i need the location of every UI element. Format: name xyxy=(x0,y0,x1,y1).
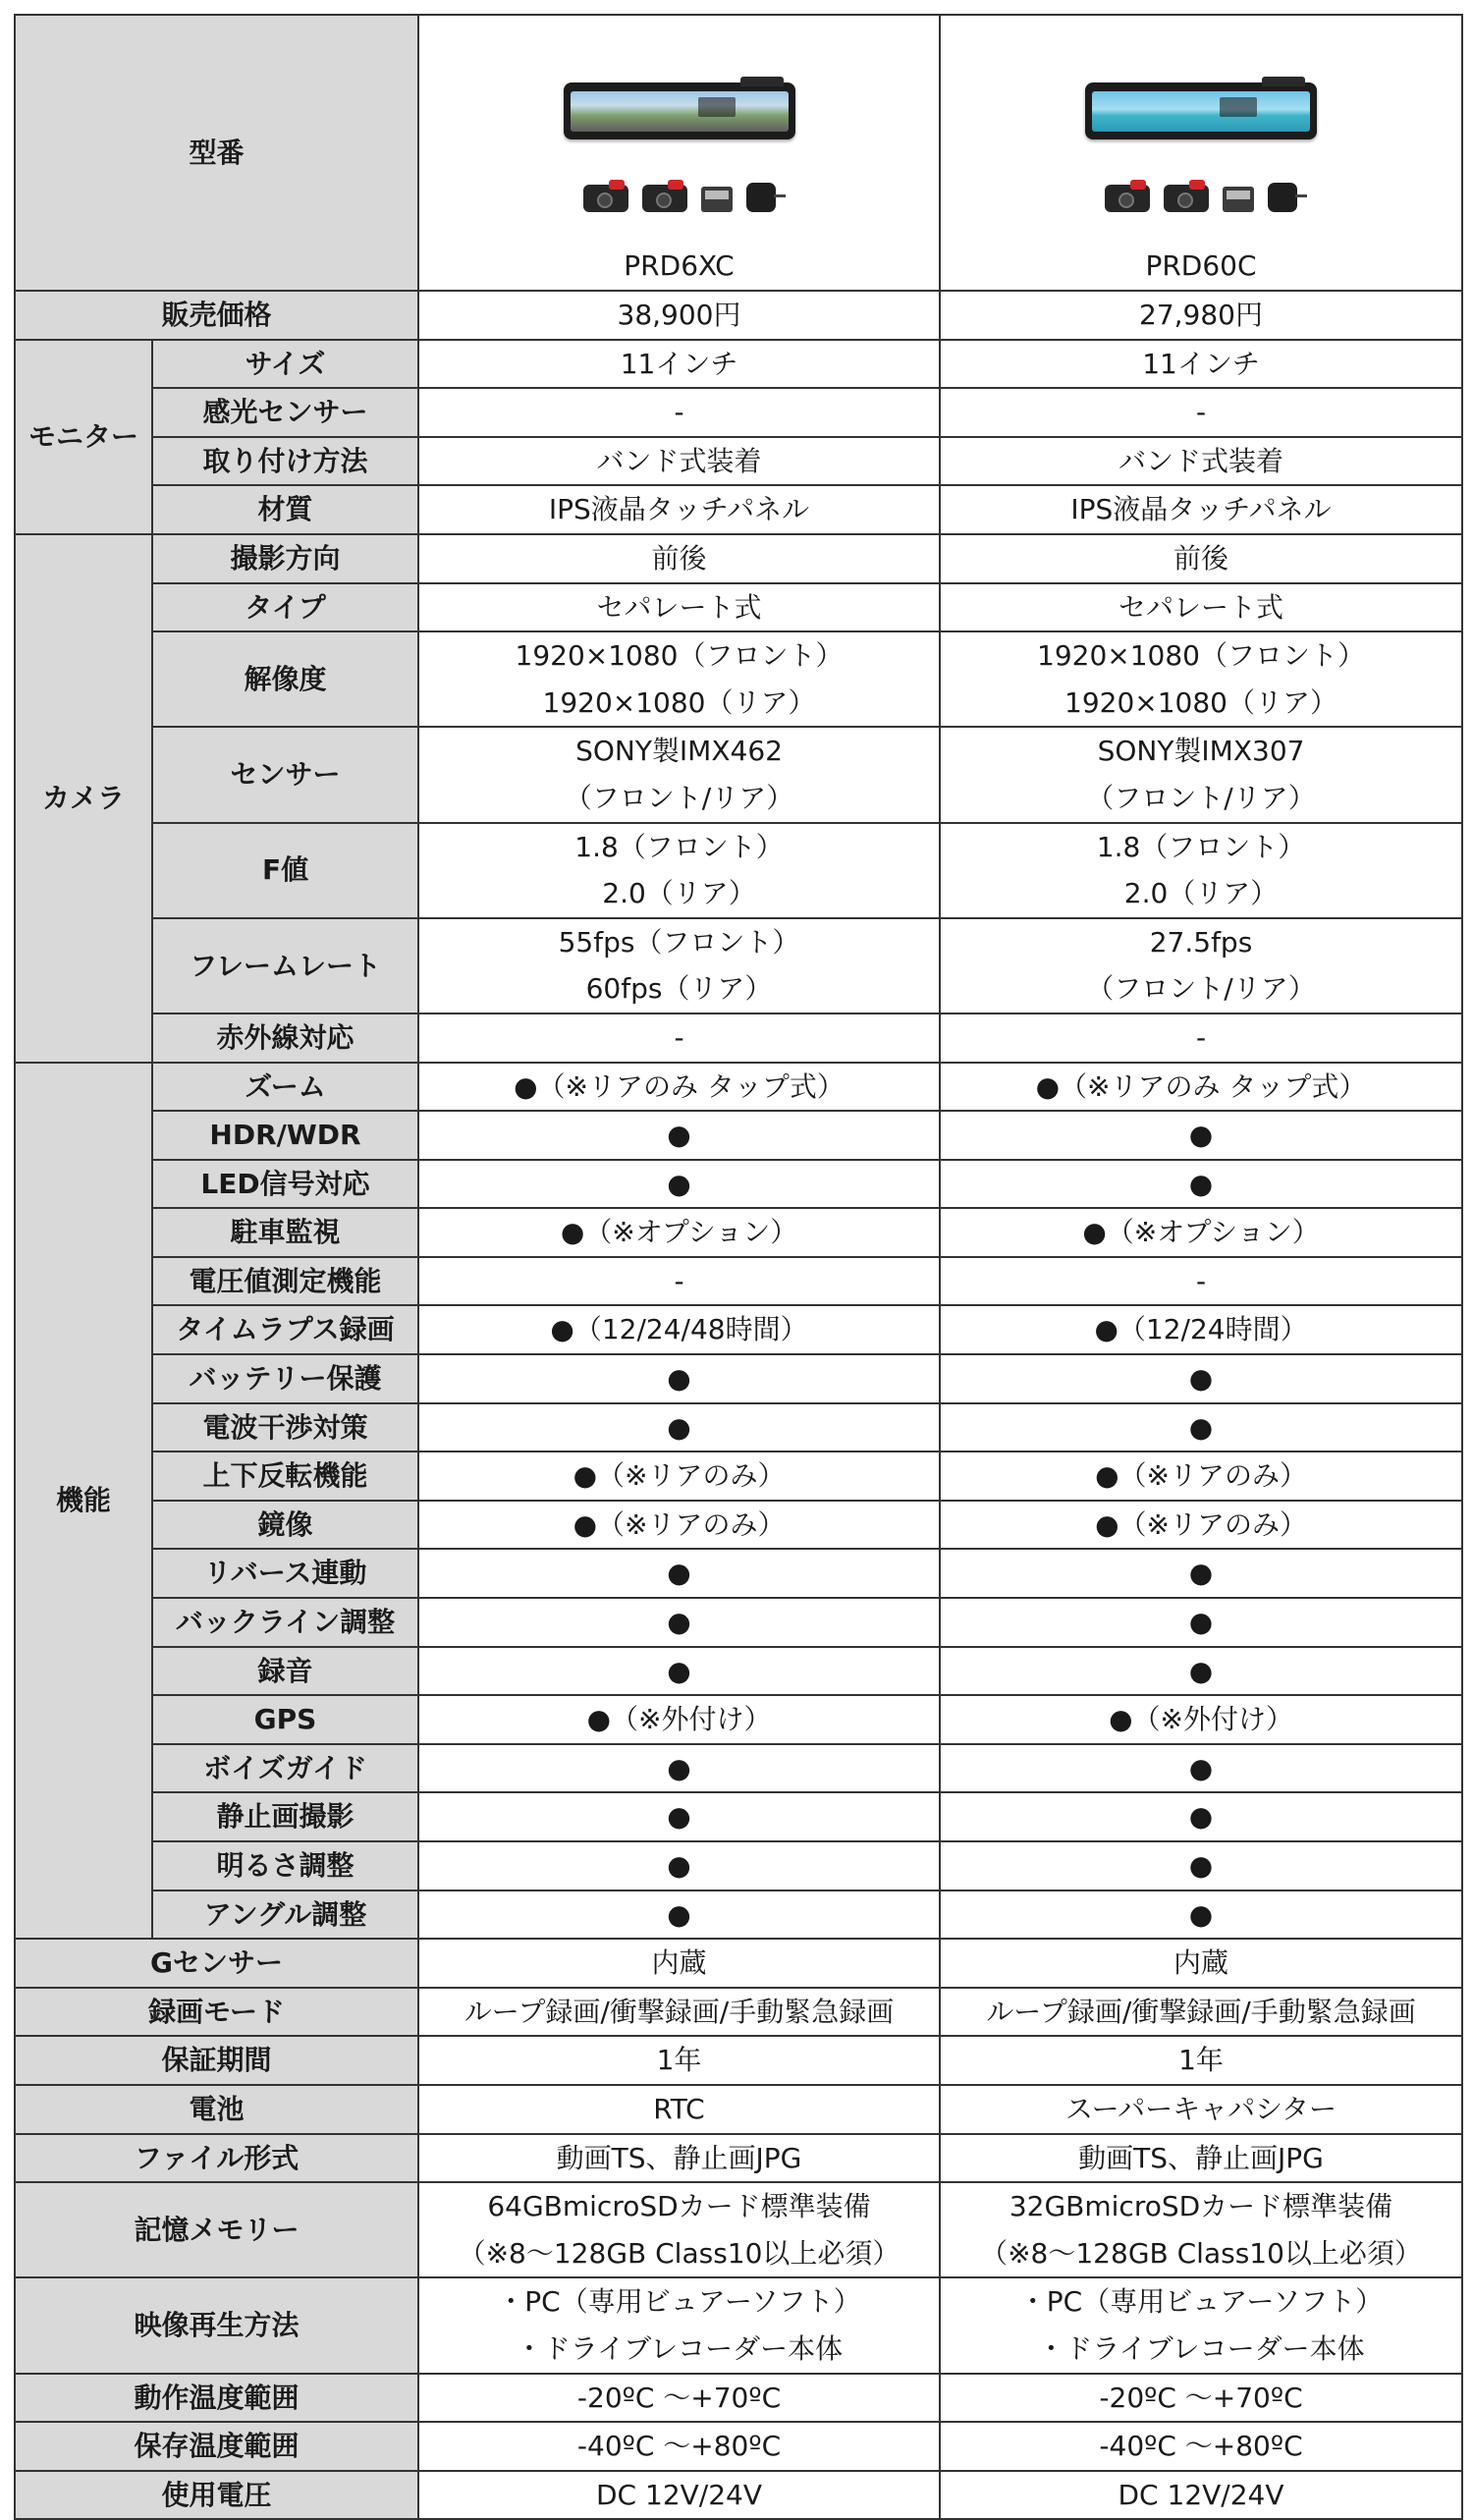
spec-value: 38,900円 xyxy=(418,291,940,340)
spec-value xyxy=(418,727,940,822)
spec-value: スーパーキャパシター xyxy=(940,2085,1462,2134)
spec-value: ● xyxy=(418,1792,940,1841)
header-label: 型番 xyxy=(15,15,418,291)
spec-value: バンド式装着 xyxy=(940,437,1462,486)
spec-value: ●（※オプション） xyxy=(418,1208,940,1257)
spec-value: ループ録画/衝撃録画/手動緊急録画 xyxy=(940,1988,1462,2037)
row-label: HDR/WDR xyxy=(152,1111,418,1160)
row-label: Gセンサー xyxy=(15,1939,418,1988)
spec-value: ●（12/24時間） xyxy=(940,1305,1462,1354)
spec-value-line: 1920×1080（リア） xyxy=(542,685,816,719)
spec-value-line: 1.8（フロント） xyxy=(574,830,784,863)
spec-row xyxy=(15,1792,1462,1841)
spec-value-line: ・ドライブレコーダー本体 xyxy=(1037,2331,1365,2365)
accessories-image xyxy=(1105,183,1297,212)
spec-value: - xyxy=(418,1013,940,1063)
sd-card-icon xyxy=(1223,187,1254,212)
spec-value-line: 1.8（フロント） xyxy=(1096,830,1306,863)
spec-value: ●（※リアのみ） xyxy=(418,1452,940,1501)
row-label: F値 xyxy=(152,823,418,918)
spec-value-line: ・PC（専用ビュアーソフト） xyxy=(497,2285,861,2319)
spec-table-body xyxy=(15,15,1462,2519)
spec-value: - xyxy=(418,388,940,437)
model-header-row xyxy=(15,15,1462,291)
spec-value: ● xyxy=(940,1890,1462,1940)
spec-value: DC 12V/24V xyxy=(418,2471,940,2520)
spec-value: バンド式装着 xyxy=(418,437,940,486)
spec-value: ● xyxy=(418,1744,940,1793)
spec-value: - xyxy=(418,1257,940,1306)
front-camera-icon xyxy=(1105,185,1150,212)
spec-value-line: 64GBmicroSDカード標準装備 xyxy=(487,2190,871,2223)
spec-value: ●（※リアのみ タップ式） xyxy=(418,1063,940,1112)
front-camera-icon xyxy=(583,185,628,212)
spec-row xyxy=(15,1647,1462,1696)
spec-value: ● xyxy=(418,1890,940,1940)
model-name: PRD6XC xyxy=(624,249,735,283)
spec-value-line: （※8～128GB Class10以上必須） xyxy=(458,2236,900,2270)
spec-value-line: 1920×1080（フロント） xyxy=(515,639,844,673)
row-label: 電圧値測定機能 xyxy=(152,1257,418,1306)
model-name: PRD60C xyxy=(1145,249,1257,283)
spec-row xyxy=(15,1744,1462,1793)
mirror-dashcam-image xyxy=(1085,82,1317,139)
spec-row xyxy=(15,291,1462,340)
row-label: ボイズガイド xyxy=(152,1744,418,1793)
row-label: サイズ xyxy=(152,340,418,389)
spec-value: -20ºC ～+70ºC xyxy=(940,2374,1462,2423)
spec-row xyxy=(15,485,1462,534)
row-label: 録画モード xyxy=(15,1988,418,2037)
spec-value: - xyxy=(940,1257,1462,1306)
spec-value: ● xyxy=(418,1403,940,1452)
spec-value: セパレート式 xyxy=(418,583,940,632)
spec-value: 動画TS、静止画JPG xyxy=(418,2134,940,2183)
row-label: 映像再生方法 xyxy=(15,2277,418,2373)
spec-value: IPS液晶タッチパネル xyxy=(940,485,1462,534)
row-label: 静止画撮影 xyxy=(152,1792,418,1841)
row-label: アングル調整 xyxy=(152,1890,418,1940)
spec-value-line: 60fps（リア） xyxy=(585,972,773,1006)
spec-value: -20ºC ～+70ºC xyxy=(418,2374,940,2423)
spec-comparison-table xyxy=(14,14,1463,2520)
row-label: 録音 xyxy=(152,1647,418,1696)
accessories-image xyxy=(583,183,776,212)
spec-row xyxy=(15,1208,1462,1257)
spec-value xyxy=(418,2277,940,2373)
row-label: バッテリー保護 xyxy=(152,1354,418,1403)
spec-value: ● xyxy=(940,1403,1462,1452)
spec-value: 動画TS、静止画JPG xyxy=(940,2134,1462,2183)
spec-row xyxy=(15,1841,1462,1890)
spec-value: ● xyxy=(940,1354,1462,1403)
row-label: バックライン調整 xyxy=(152,1598,418,1647)
rear-camera-icon xyxy=(642,185,687,212)
row-label: 取り付け方法 xyxy=(152,437,418,486)
spec-row xyxy=(15,1501,1462,1550)
spec-value-line: （フロント/リア） xyxy=(1086,972,1316,1006)
spec-value-line: 27.5fps xyxy=(1149,925,1253,959)
row-label: ファイル形式 xyxy=(15,2134,418,2183)
spec-value xyxy=(940,2277,1462,2373)
spec-row xyxy=(15,727,1462,822)
spec-value: 前後 xyxy=(940,534,1462,583)
spec-value-line: （※8～128GB Class10以上必須） xyxy=(980,2236,1422,2270)
spec-value: 27,980円 xyxy=(940,291,1462,340)
spec-row xyxy=(15,1111,1462,1160)
spec-value: ● xyxy=(418,1160,940,1209)
spec-value: ●（※外付け） xyxy=(940,1695,1462,1744)
spec-row xyxy=(15,918,1462,1013)
spec-value: ●（※リアのみ） xyxy=(940,1501,1462,1550)
row-label: タイプ xyxy=(152,583,418,632)
row-label: 解像度 xyxy=(152,631,418,727)
spec-row xyxy=(15,2422,1462,2471)
spec-value-line: 1920×1080（フロント） xyxy=(1037,639,1365,673)
spec-row xyxy=(15,437,1462,486)
spec-value: ●（12/24/48時間） xyxy=(418,1305,940,1354)
spec-value: 内蔵 xyxy=(418,1939,940,1988)
spec-row xyxy=(15,1695,1462,1744)
spec-value xyxy=(940,727,1462,822)
spec-row xyxy=(15,1063,1462,1112)
spec-value: ● xyxy=(418,1647,940,1696)
spec-value: 11インチ xyxy=(418,340,940,389)
spec-value: ●（※リアのみ タップ式） xyxy=(940,1063,1462,1112)
spec-value: 前後 xyxy=(418,534,940,583)
spec-value: ● xyxy=(418,1549,940,1598)
spec-value: IPS液晶タッチパネル xyxy=(418,485,940,534)
spec-value-line: 1920×1080（リア） xyxy=(1064,685,1337,719)
spec-row xyxy=(15,2374,1462,2423)
spec-value xyxy=(940,631,1462,727)
spec-value-line: （フロント/リア） xyxy=(1086,781,1316,814)
spec-value-line: 2.0（リア） xyxy=(1123,877,1279,910)
spec-row xyxy=(15,1549,1462,1598)
spec-value: ● xyxy=(940,1598,1462,1647)
row-label: リバース連動 xyxy=(152,1549,418,1598)
spec-value: ● xyxy=(940,1111,1462,1160)
spec-value: ● xyxy=(940,1841,1462,1890)
spec-value: 11インチ xyxy=(940,340,1462,389)
spec-value-line: （フロント/リア） xyxy=(564,781,794,814)
spec-value xyxy=(940,918,1462,1013)
row-label: 赤外線対応 xyxy=(152,1013,418,1063)
spec-value: ●（※リアのみ） xyxy=(418,1501,940,1550)
spec-row xyxy=(15,1988,1462,2037)
spec-value: ●（※外付け） xyxy=(418,1695,940,1744)
spec-value xyxy=(418,918,940,1013)
spec-row xyxy=(15,1257,1462,1306)
spec-value-line: 32GBmicroSDカード標準装備 xyxy=(1009,2190,1393,2223)
sd-card-icon xyxy=(701,187,733,212)
spec-value: ● xyxy=(940,1744,1462,1793)
spec-value: ●（※リアのみ） xyxy=(940,1452,1462,1501)
spec-row xyxy=(15,1160,1462,1209)
spec-row xyxy=(15,823,1462,918)
spec-value xyxy=(418,631,940,727)
spec-value: ● xyxy=(940,1792,1462,1841)
product-cell-2 xyxy=(940,15,1462,291)
row-label: 保証期間 xyxy=(15,2036,418,2085)
spec-value-line: 55fps（フロント） xyxy=(558,925,800,959)
spec-value: ● xyxy=(418,1841,940,1890)
row-label: 記憶メモリー xyxy=(15,2182,418,2277)
row-label: 感光センサー xyxy=(152,388,418,437)
spec-row xyxy=(15,2134,1462,2183)
spec-row xyxy=(15,2182,1462,2277)
spec-value: ●（※オプション） xyxy=(940,1208,1462,1257)
spec-row xyxy=(15,1598,1462,1647)
spec-row xyxy=(15,1452,1462,1501)
spec-value: ● xyxy=(418,1354,940,1403)
row-label: 駐車監視 xyxy=(152,1208,418,1257)
spec-value-line: ・ドライブレコーダー本体 xyxy=(515,2331,844,2365)
spec-value-line: SONY製IMX462 xyxy=(575,735,783,768)
spec-value-line: 2.0（リア） xyxy=(602,877,756,910)
spec-row xyxy=(15,1939,1462,1988)
row-label: フレームレート xyxy=(152,918,418,1013)
spec-row xyxy=(15,1403,1462,1452)
row-label: 電波干渉対策 xyxy=(152,1403,418,1452)
row-label: タイムラプス録画 xyxy=(152,1305,418,1354)
spec-value: 1年 xyxy=(940,2036,1462,2085)
spec-value: ● xyxy=(418,1111,940,1160)
spec-value: ● xyxy=(940,1160,1462,1209)
row-label: 材質 xyxy=(152,485,418,534)
product-cell-1 xyxy=(418,15,940,291)
spec-row xyxy=(15,1305,1462,1354)
spec-row xyxy=(15,534,1462,583)
spec-value: -40ºC ～+80ºC xyxy=(418,2422,940,2471)
spec-value xyxy=(418,2182,940,2277)
row-label: 電池 xyxy=(15,2085,418,2134)
spec-value: ● xyxy=(418,1598,940,1647)
spec-row xyxy=(15,340,1462,389)
gps-module-icon xyxy=(1268,183,1297,212)
spec-value: ● xyxy=(940,1549,1462,1598)
row-label: 撮影方向 xyxy=(152,534,418,583)
row-label: 保存温度範囲 xyxy=(15,2422,418,2471)
spec-value: 内蔵 xyxy=(940,1939,1462,1988)
spec-row xyxy=(15,1013,1462,1063)
rear-camera-icon xyxy=(1164,185,1209,212)
spec-value: RTC xyxy=(418,2085,940,2134)
row-label: LED信号対応 xyxy=(152,1160,418,1209)
spec-value: - xyxy=(940,1013,1462,1063)
spec-row xyxy=(15,2471,1462,2520)
row-label: 使用電圧 xyxy=(15,2471,418,2520)
group-label: 機能 xyxy=(15,1063,152,1940)
row-label: 動作温度範囲 xyxy=(15,2374,418,2423)
group-label: モニター xyxy=(15,340,152,534)
spec-row xyxy=(15,2085,1462,2134)
spec-row xyxy=(15,388,1462,437)
row-label: 上下反転機能 xyxy=(152,1452,418,1501)
spec-row xyxy=(15,583,1462,632)
spec-value: ループ録画/衝撃録画/手動緊急録画 xyxy=(418,1988,940,2037)
spec-row xyxy=(15,2036,1462,2085)
spec-value-line: ・PC（専用ビュアーソフト） xyxy=(1018,2285,1384,2319)
spec-value: -40ºC ～+80ºC xyxy=(940,2422,1462,2471)
row-label: センサー xyxy=(152,727,418,822)
spec-value-line: SONY製IMX307 xyxy=(1097,735,1305,768)
spec-value: 1年 xyxy=(418,2036,940,2085)
spec-row xyxy=(15,1354,1462,1403)
row-label: 明るさ調整 xyxy=(152,1841,418,1890)
row-label: GPS xyxy=(152,1695,418,1744)
spec-row xyxy=(15,2277,1462,2373)
row-label: 販売価格 xyxy=(15,291,418,340)
row-label: ズーム xyxy=(152,1063,418,1112)
group-label: カメラ xyxy=(15,534,152,1063)
spec-value xyxy=(418,823,940,918)
spec-row xyxy=(15,631,1462,727)
row-label: 鏡像 xyxy=(152,1501,418,1550)
spec-value xyxy=(940,823,1462,918)
spec-value: セパレート式 xyxy=(940,583,1462,632)
gps-module-icon xyxy=(746,183,776,212)
spec-value: ● xyxy=(940,1647,1462,1696)
spec-row xyxy=(15,1890,1462,1940)
spec-value: - xyxy=(940,388,1462,437)
spec-value: DC 12V/24V xyxy=(940,2471,1462,2520)
mirror-dashcam-image xyxy=(564,82,795,139)
spec-value xyxy=(940,2182,1462,2277)
